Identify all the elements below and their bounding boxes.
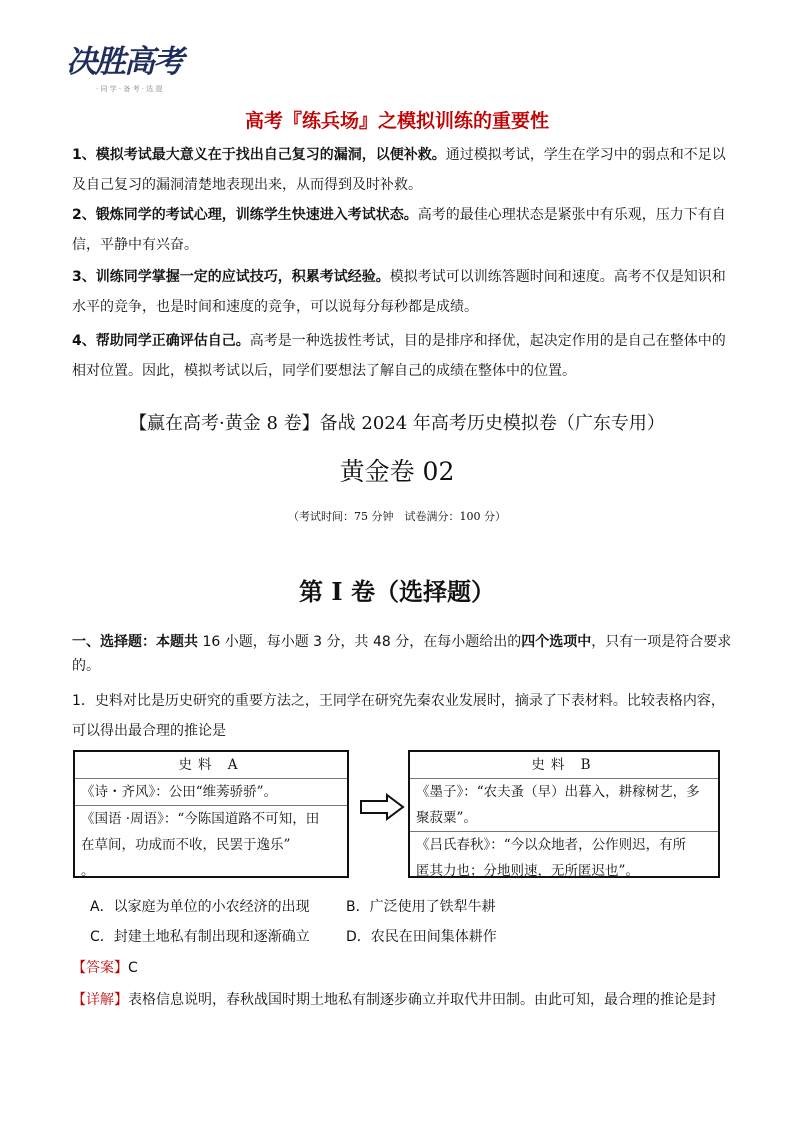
- question-line-2: 可以得出最合理的推论是: [72, 723, 226, 739]
- option-d[interactable]: D．农民在田间集体耕作: [346, 929, 497, 945]
- source-b-row-1-line-1: 《墨子》：“农夫蚤（早）出暮入，耕稼树艺，多: [416, 784, 700, 800]
- detail-text: 表格信息说明，春秋战国时期土地私有制逐步确立并取代井田制。由此可知，最合理的推论是封: [128, 992, 716, 1008]
- point-1-bold: 1、模拟考试最大意义在于找出自己复习的漏洞，以便补救。: [72, 147, 446, 163]
- question-line-1: 1．史料对比是历史研究的重要方法之，王同学在研究先秦农业发展时，摘录了下表材料。比较表格内容，: [72, 693, 725, 709]
- source-a-header: 史料 A: [75, 752, 347, 779]
- point-1: [72, 140, 727, 200]
- point-4-text: 高考是一种选拔性考试，目的是排序和择优，起决定作用的是自己在整体中的相对位置。因此，模拟考试以后，同学们要想法了解自己的成绩在整体中的位置。: [72, 333, 726, 379]
- source-a-row-2-line-2: 在草间，功成而不收，民罢于逸乐”: [81, 837, 291, 853]
- source-b-row-2-line-2: 匿其力也；分地则速，无所匿迟也”。: [416, 863, 639, 879]
- source-b-row-2-line-1: 《吕氏春秋》：“今以众地者，公作则迟，有所: [416, 837, 687, 853]
- detail: [72, 985, 732, 1015]
- point-2: [72, 200, 727, 260]
- exam-info: （考试时间：75 分钟 试卷满分：100 分）: [288, 510, 506, 523]
- answer-label: 【答案】: [72, 960, 128, 976]
- answer: [72, 958, 138, 978]
- source-a-row-2: [75, 806, 347, 885]
- detail-label: 【详解】: [72, 992, 128, 1008]
- point-4-bold: 4、帮助同学正确评估自己。: [72, 333, 250, 349]
- logo-subtitle: · 同 学 · 备 考 · 选 提: [96, 85, 163, 93]
- point-3: [72, 262, 727, 322]
- exam-title: 【赢在高考·黄金 8 卷】备战 2024 年高考历史模拟卷（广东专用）: [129, 413, 665, 434]
- point-3-bold: 3、训练同学掌握一定的应试技巧，积累考试经验。: [72, 269, 390, 285]
- main-title: 高考『练兵场』之模拟训练的重要性: [244, 110, 549, 132]
- source-a-row-2-line-3: 。: [81, 863, 95, 879]
- right-arrow-icon: [359, 793, 405, 821]
- answer-value: C: [128, 960, 138, 976]
- point-1-text: 通过模拟考试，学生在学习中的弱点和不足以及自己复习的漏洞清楚地表现出来，从而得到及时补救。: [72, 147, 726, 193]
- source-a-row-1: 《诗・齐风》：公田“维莠骄骄”。: [75, 779, 347, 806]
- source-b-row-1-line-2: 聚菽粟”。: [416, 810, 477, 826]
- source-b-row-2: [410, 832, 718, 885]
- point-3-text: 模拟考试可以训练答题时间和速度。高考不仅是知识和水平的竞争，也是时间和速度的竞争，可以说每分每秒都是成绩。: [72, 269, 726, 315]
- source-b-header: 史料 B: [410, 752, 718, 779]
- point-2-bold: 2、锻炼同学的考试心理，训练学生快速进入考试状态。: [72, 207, 418, 223]
- source-a-table: [73, 750, 349, 878]
- logo: [66, 30, 184, 102]
- section-title: 第 I 卷（选择题）: [299, 577, 495, 606]
- paper-title: 黄金卷 02: [339, 457, 455, 486]
- point-4: [72, 326, 727, 386]
- logo-text: 决胜高考: [66, 44, 182, 80]
- instructions-bold-1: 一、选择题：本题共: [72, 634, 198, 650]
- source-b-table: [408, 750, 720, 878]
- source-b-row-1: [410, 779, 718, 832]
- source-a-row-2-line-1: 《国语 ·周语》：“今陈国道路不可知，田: [81, 811, 320, 827]
- instructions-text-2: ，只有一项是符合要求: [591, 634, 732, 650]
- instructions-line-2: 的。: [72, 658, 100, 674]
- option-b[interactable]: B．广泛使用了铁犁牛耕: [346, 899, 496, 915]
- option-a[interactable]: A．以家庭为单位的小农经济的出现: [90, 899, 310, 915]
- instructions-text-1: 16 小题，每小题 3 分，共 48 分，在每小题给出的: [198, 634, 522, 650]
- instructions-bold-2: 四个选项中: [521, 634, 592, 650]
- point-2-text: 高考的最佳心理状态是紧张中有乐观，压力下有自信，平静中有兴奋。: [72, 207, 726, 253]
- option-c[interactable]: C．封建土地私有制出现和逐渐确立: [90, 929, 310, 945]
